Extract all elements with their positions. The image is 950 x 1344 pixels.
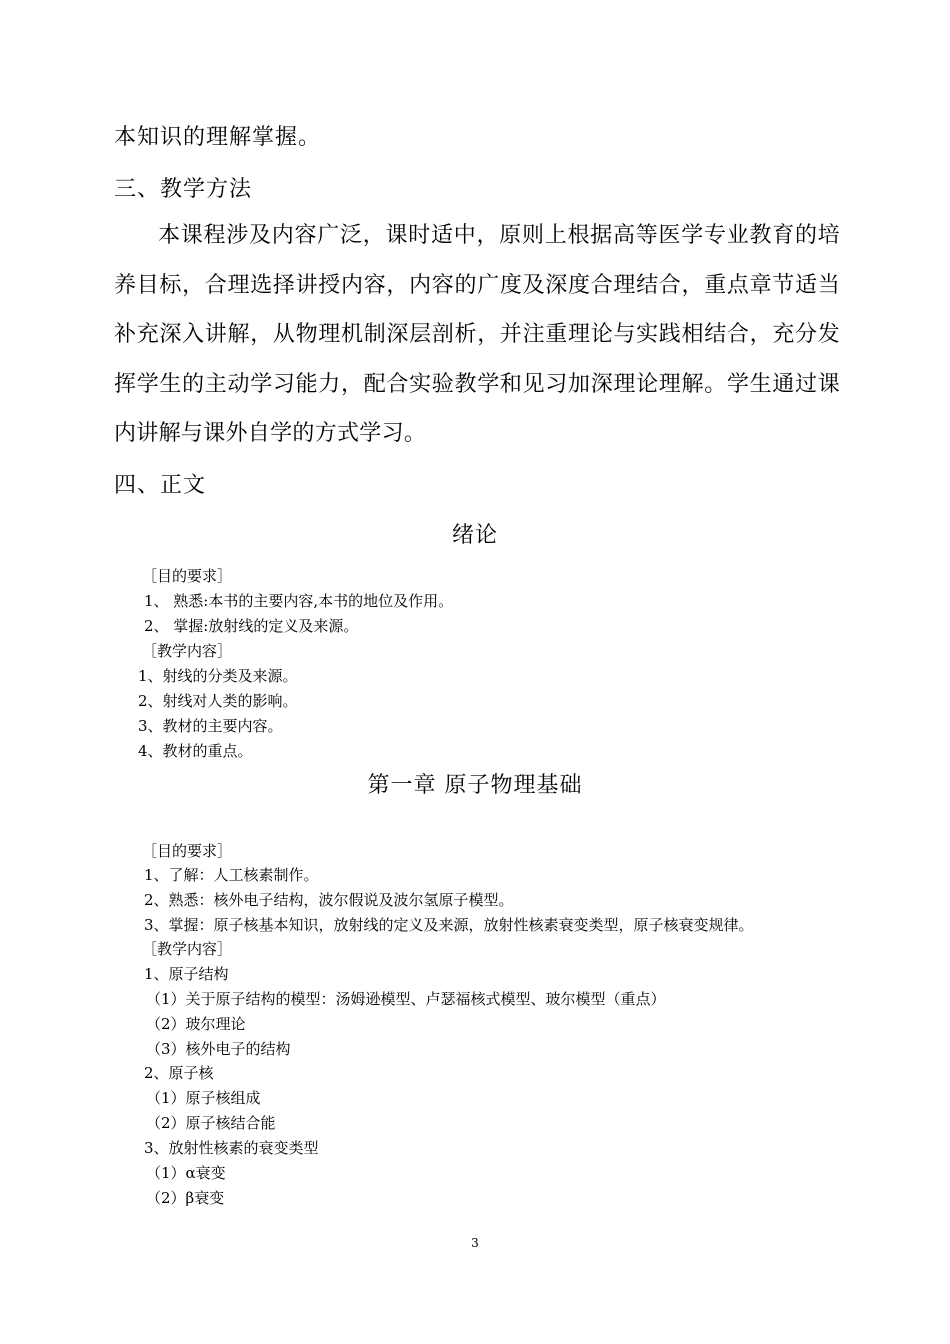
chapter1-content-item: 1、原子结构	[144, 965, 229, 983]
intro-goal-item: 2、 掌握:放射线的定义及来源。	[144, 617, 359, 635]
chapter1-content-item: （2）β衰变	[146, 1189, 225, 1207]
chapter1-goal-label: ［目的要求］	[142, 842, 233, 860]
chapter1-goal-item: 2、熟悉：核外电子结构，波尔假说及波尔氢原子模型。	[144, 891, 514, 909]
chapter1-content-item: （2）原子核结合能	[146, 1114, 276, 1132]
chapter1-content-item: （3）核外电子的结构	[146, 1040, 291, 1058]
section-heading-teaching-method: 三、教学方法	[114, 177, 253, 202]
chapter1-content-item: （1）关于原子结构的模型：汤姆逊模型、卢瑟福核式模型、玻尔模型（重点）	[146, 990, 666, 1008]
chapter1-goal-item: 3、掌握：原子核基本知识，放射线的定义及来源，放射性核素衰变类型，原子核衰变规律。	[144, 916, 754, 934]
intro-content-item: 4、教材的重点。	[138, 742, 253, 760]
section-heading-main-text: 四、正文	[114, 473, 207, 498]
intro-goal-label: ［目的要求］	[142, 567, 233, 585]
intro-content-item: 2、射线对人类的影响。	[138, 692, 298, 710]
chapter1-content-item: （1）原子核组成	[146, 1089, 261, 1107]
intro-goal-item: 1、 熟悉:本书的主要内容,本书的地位及作用。	[144, 592, 454, 610]
continued-text: 本知识的理解掌握。	[114, 125, 322, 150]
chapter1-content-item: 2、原子核	[144, 1064, 214, 1082]
chapter1-content-item: （2）玻尔理论	[146, 1015, 246, 1033]
page-number: 3	[471, 1236, 479, 1250]
intro-content-item: 3、教材的主要内容。	[138, 717, 283, 735]
chapter1-goal-item: 1、了解：人工核素制作。	[144, 866, 319, 884]
chapter1-content-item: （1）α衰变	[146, 1164, 226, 1182]
teaching-method-paragraph: 本课程涉及内容广泛，课时适中，原则上根据高等医学专业教育的培养目标，合理选择讲授内容，内容的广度及深度合理结合，重点章节适当补充深入讲解，从物理机制深层剖析，并注重理论与实践相结合，充分发挥学生的主动学习能力，配合实验教学和见习加深理论理解。学生通过课内讲解与课外自学的方式学习。	[114, 223, 840, 447]
intro-content-label: ［教学内容］	[142, 642, 233, 660]
intro-content-item: 1、射线的分类及来源。	[138, 667, 298, 685]
chapter1-title: 第一章 原子物理基础	[367, 773, 583, 798]
intro-title: 绪论	[451, 523, 498, 548]
chapter1-content-label: ［教学内容］	[142, 940, 233, 958]
chapter1-content-item: 3、放射性核素的衰变类型	[144, 1139, 319, 1157]
